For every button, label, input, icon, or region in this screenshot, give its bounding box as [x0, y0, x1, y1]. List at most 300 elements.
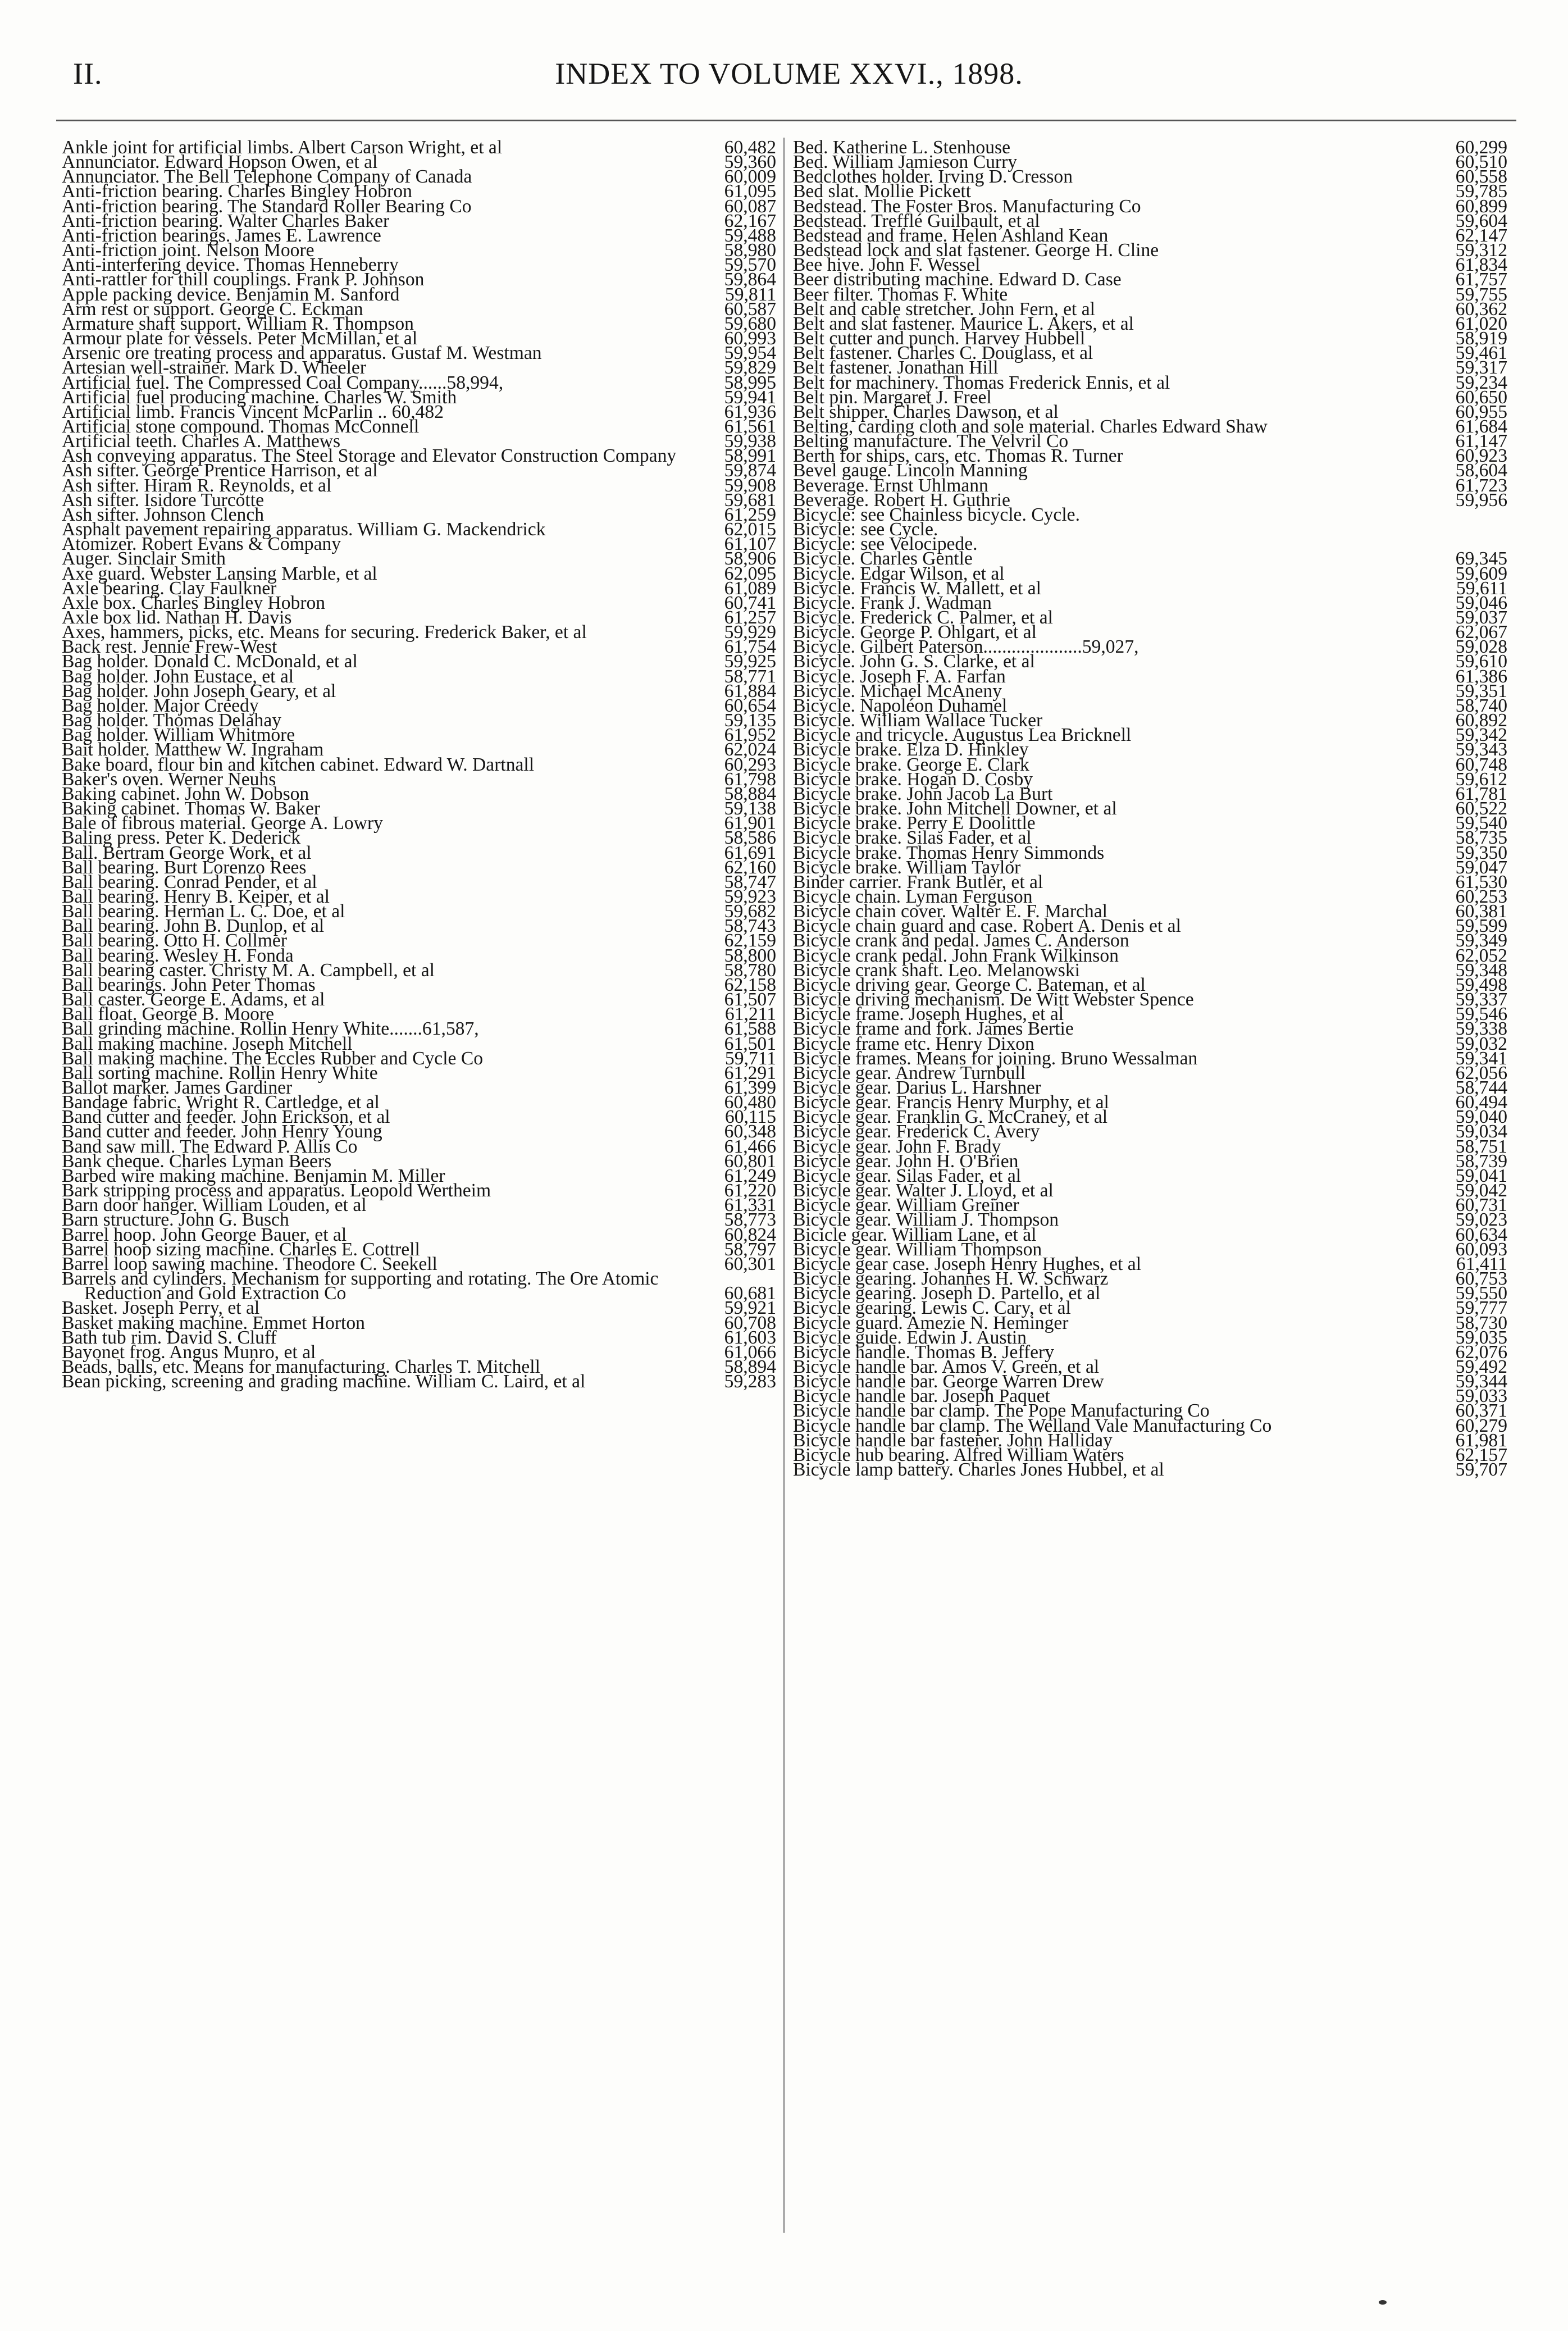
entry-text: Bag holder. William Whitmore — [62, 725, 295, 746]
entry-text: Belt fastener. Jonathan Hill — [793, 357, 999, 379]
patent-number: 58,747 — [724, 871, 776, 893]
entry-text: Bicycle. George P. Ohlgart, et al — [793, 622, 1037, 643]
entry-text: Arsenic ore treating process and apparatus. Gustaf M. Westman — [62, 343, 542, 364]
patent-number: 61,466 — [724, 1136, 776, 1157]
entry-text: Bicycle brake. Silas Fader, et al — [793, 827, 1032, 849]
entry-text: Axes, hammers, picks, etc. Means for securing. Frederick Baker, et al — [62, 622, 587, 643]
patent-number: 62,167 — [724, 210, 776, 231]
patent-number: 61,723 — [1455, 475, 1507, 496]
entry-text: Belt shipper. Charles Dawson, et al — [793, 401, 1059, 422]
patent-number: 59,829 — [724, 357, 776, 379]
entry-text: Artesian well-strainer. Mark D. Wheeler — [62, 357, 367, 379]
entry-text: Bicycle. Frederick C. Palmer, et al — [793, 607, 1053, 628]
patent-number: 60,993 — [724, 328, 776, 349]
patent-number: 59,349 — [1455, 930, 1507, 951]
entry-text: Anti-friction joint. Nelson Moore — [62, 240, 314, 261]
entry-text: Bag holder. Donald C. McDonald, et al — [62, 651, 358, 672]
patent-number: 62,158 — [724, 974, 776, 995]
entry-text: Bed. William Jamieson Curry — [793, 152, 1018, 173]
entry-text: Bedstead and frame. Helen Ashland Kean — [793, 225, 1109, 246]
patent-number: 61,781 — [1455, 783, 1507, 804]
patent-number: 60,299 — [1455, 137, 1507, 158]
patent-number: 59,925 — [724, 651, 776, 672]
entry-text: Anti-friction bearing. Walter Charles Baker — [62, 210, 390, 231]
patent-number: 61,089 — [724, 577, 776, 599]
patent-number: 62,015 — [724, 519, 776, 540]
entry-text: Ball bearing. Henry B. Keiper, et al — [62, 886, 330, 907]
entry-text: Ball bearing. Herman L. C. Doe, et al — [62, 901, 345, 922]
patent-number: 59,343 — [1455, 739, 1507, 761]
patent-number: 59,037 — [1455, 607, 1507, 628]
patent-number: 59,032 — [1455, 1033, 1507, 1054]
patent-number: 58,797 — [724, 1239, 776, 1260]
entry-text: Ash sifter. Johnson Clench — [62, 504, 265, 525]
patent-number: 58,991 — [724, 445, 776, 467]
entry-text: Ball bearing. John B. Dunlop, et al — [62, 916, 325, 937]
entry-text: Bicycle frame and fork. James Bertie — [793, 1018, 1074, 1040]
entry-text: Anti-friction bearing. The Standard Roller Bearing Co — [62, 195, 472, 217]
patent-number: 58,995 — [724, 372, 776, 393]
entry-text: Bicycle and tricycle. Augustus Lea Bricknell — [793, 725, 1132, 746]
entry-text: Bicycle gear. Silas Fader, et al — [793, 1165, 1022, 1186]
entry-text: Back rest. Jennie Frew-West — [62, 636, 277, 658]
patent-number: 59,777 — [1455, 1297, 1507, 1319]
patent-number: 59,874 — [724, 460, 776, 481]
patent-number: 60,293 — [724, 754, 776, 775]
patent-number: 62,147 — [1455, 225, 1507, 246]
patent-number: 62,024 — [724, 739, 776, 761]
patent-number: 59,908 — [724, 475, 776, 496]
entry-text: Bicycle handle bar. George Warren Drew — [793, 1371, 1104, 1392]
entry-text: Bicycle gear. William Thompson — [793, 1239, 1042, 1260]
patent-number: 61,291 — [724, 1062, 776, 1083]
entry-text: Bicycle: see Velocipede. — [793, 534, 978, 555]
patent-number: 61,834 — [1455, 254, 1507, 276]
entry-text: Band cutter and feeder. John Erickson, et al — [62, 1107, 390, 1128]
entry-text: Bicycle gear. Frederick C. Avery — [793, 1121, 1040, 1142]
patent-number: 61,066 — [724, 1341, 776, 1363]
patent-number: 59,046 — [1455, 592, 1507, 613]
patent-number: 61,757 — [1455, 269, 1507, 290]
patent-number: 59,755 — [1455, 284, 1507, 305]
patent-number: 60,279 — [1455, 1415, 1507, 1436]
patent-number: 59,604 — [1455, 210, 1507, 231]
patent-number: 60,801 — [724, 1150, 776, 1172]
entry-text: Bed. Katherine L. Stenhouse — [793, 137, 1010, 158]
entry-text: Bicycle brake. William Taylor — [793, 857, 1021, 878]
patent-number: 61,501 — [724, 1033, 776, 1054]
entry-text: Bicycle. Charles Gentle — [793, 548, 973, 570]
entry-text: Bicycle chain guard and case. Robert A. Denis et al — [793, 916, 1181, 937]
patent-number: 59,929 — [724, 622, 776, 643]
entry-text: Bicycle brake. Hogan D. Cosby — [793, 768, 1033, 790]
entry-text: Bean picking, screening and grading machine. William C. Laird, et al — [62, 1371, 586, 1392]
entry-text: Belt and slat fastener. Maurice L. Akers, et al — [793, 313, 1134, 334]
entry-text: Bicycle gear. Franklin G. McCraney, et al — [793, 1107, 1108, 1128]
entry-text: Barrel hoop. John George Bauer, et al — [62, 1224, 347, 1245]
entry-text: Anti-friction bearing. Charles Bingley Hobron — [62, 181, 412, 202]
index-entry — [793, 1459, 1507, 1481]
entry-text: Bicycle gear. Andrew Turnbull — [793, 1062, 1026, 1083]
patent-number: 59,047 — [1455, 857, 1507, 878]
patent-number: 60,348 — [724, 1121, 776, 1142]
patent-number: 58,751 — [1455, 1136, 1507, 1157]
entry-text: Bicycle hub bearing. Alfred William Waters — [793, 1444, 1124, 1465]
patent-number: 61,936 — [724, 401, 776, 422]
entry-text: Bandage fabric. Wright R. Cartledge, et al — [62, 1092, 380, 1113]
patent-number: 61,411 — [1456, 1253, 1507, 1274]
patent-number: 58,744 — [1455, 1077, 1507, 1098]
entry-text: Ball grinding machine. Rollin Henry White.......61,587, — [62, 1018, 479, 1040]
patent-number: 58,800 — [724, 945, 776, 966]
patent-number: 59,350 — [1455, 842, 1507, 863]
entry-text: Bale of fibrous material. George A. Lowry — [62, 813, 383, 834]
entry-text: Ball making machine. Joseph Mitchell — [62, 1033, 353, 1054]
patent-number: 59,941 — [724, 386, 776, 408]
entry-text: Bicycle gear. John H. O'Brien — [793, 1150, 1019, 1172]
entry-text: Armature shaft support. William R. Thompson — [62, 313, 414, 334]
patent-number: 58,586 — [724, 827, 776, 849]
entry-text: Beer filter. Thomas F. White — [793, 284, 1008, 305]
patent-number: 59,312 — [1455, 240, 1507, 261]
entry-text: Beads, balls, etc. Means for manufacturing. Charles T. Mitchell — [62, 1356, 540, 1377]
entry-text: Basket. Joseph Perry, et al — [62, 1297, 260, 1319]
patent-number: 61,981 — [1455, 1429, 1507, 1451]
entry-text: Apple packing device. Benjamin M. Sanford — [62, 284, 400, 305]
entry-text: Bicycle: see Chainless bicycle. Cycle. — [793, 504, 1080, 525]
patent-number: 69,345 — [1455, 548, 1507, 570]
patent-number: 61,754 — [724, 636, 776, 658]
column-divider — [783, 138, 785, 2233]
patent-number: 62,095 — [724, 563, 776, 584]
entry-text: Ball bearing. Burt Lorenzo Rees — [62, 857, 307, 878]
entry-text: Beverage. Ernst Uhlmann — [793, 475, 988, 496]
patent-number: 60,650 — [1455, 386, 1507, 408]
patent-number: 60,923 — [1455, 445, 1507, 467]
patent-number: 60,899 — [1455, 195, 1507, 217]
entry-text: Bicycle brake. John Mitchell Downer, et al — [793, 798, 1117, 820]
patent-number: 59,341 — [1455, 1048, 1507, 1069]
patent-number: 61,884 — [724, 680, 776, 702]
entry-text: Berth for ships, cars, etc. Thomas R. Turner — [793, 445, 1123, 467]
patent-number: 59,028 — [1455, 636, 1507, 658]
patent-number: 60,681 — [724, 1283, 776, 1304]
left-column — [62, 137, 776, 1392]
patent-number: 61,095 — [724, 181, 776, 202]
entry-text: Axle bearing. Clay Faulkner — [62, 577, 277, 599]
patent-number: 61,603 — [724, 1327, 776, 1348]
entry-text: Bath tub rim. David S. Cluff — [62, 1327, 277, 1348]
entry-text: Anti-interfering device. Thomas Henneberry — [62, 254, 399, 276]
entry-text: Baker's oven. Werner Neuhs — [62, 768, 276, 790]
entry-text: Bank cheque. Charles Lyman Beers — [62, 1150, 332, 1172]
patent-number: 59,864 — [724, 269, 776, 290]
entry-text: Bicycle. Joseph F. A. Farfan — [793, 666, 1006, 687]
ink-mark — [1379, 2300, 1387, 2305]
patent-number: 60,748 — [1455, 754, 1507, 775]
entry-text: Belt pin. Margaret J. Freel — [793, 386, 992, 408]
patent-number: 59,337 — [1455, 989, 1507, 1010]
patent-number: 58,735 — [1455, 827, 1507, 849]
entry-text: Bicycle gear case. Joseph Henry Hughes, et al — [793, 1253, 1142, 1274]
patent-number: 59,488 — [724, 225, 776, 246]
entry-text: Baking cabinet. Thomas W. Baker — [62, 798, 321, 820]
header-rule — [56, 120, 1516, 121]
patent-number: 59,611 — [1456, 577, 1507, 599]
entry-text: Bicycle handle. Thomas B. Jeffery — [793, 1341, 1054, 1363]
patent-number: 60,731 — [1455, 1195, 1507, 1216]
entry-text: Barn structure. John G. Busch — [62, 1209, 289, 1231]
page-title: INDEX TO VOLUME XXVI., 1898. — [555, 57, 1023, 90]
entry-text: Barbed wire making machine. Benjamin M. Miller — [62, 1165, 445, 1186]
entry-text: Baling press. Peter K. Dederick — [62, 827, 301, 849]
entry-text: Ballot marker. James Gardiner — [62, 1077, 293, 1098]
patent-number: 60,634 — [1455, 1224, 1507, 1245]
entry-text: Bicycle gear. William J. Thompson — [793, 1209, 1059, 1231]
entry-text: Bicycle guide. Edwin J. Austin — [793, 1327, 1027, 1348]
entry-text: Bicycle. Francis W. Mallett, et al — [793, 577, 1042, 599]
patent-number: 60,892 — [1455, 710, 1507, 731]
entry-text: Bicycle frame etc. Henry Dixon — [793, 1033, 1034, 1054]
entry-text: Axle box lid. Nathan H. Davis — [62, 607, 292, 628]
entry-text: Bicycle gearing. Lewis C. Cary, et al — [793, 1297, 1071, 1319]
patent-number: 59,550 — [1455, 1283, 1507, 1304]
entry-text: Bedclothes holder. Irving D. Cresson — [793, 166, 1073, 188]
entry-text: Belting, carding cloth and sole material. Charles Edward Shaw — [793, 416, 1268, 437]
patent-number: 60,009 — [724, 166, 776, 188]
entry-text: Annunciator. Edward Hopson Owen, et al — [62, 152, 378, 173]
entry-text: Bicycle brake. Thomas Henry Simmonds — [793, 842, 1105, 863]
entry-text: Baking cabinet. John W. Dobson — [62, 783, 309, 804]
patent-number: 59,785 — [1455, 181, 1507, 202]
patent-number: 60,371 — [1455, 1400, 1507, 1422]
patent-number: 58,604 — [1455, 460, 1507, 481]
entry-text: Ball bearings. John Peter Thomas — [62, 974, 316, 995]
patent-number: 60,955 — [1455, 401, 1507, 422]
patent-number: 59,041 — [1455, 1165, 1507, 1186]
patent-number: 60,480 — [724, 1092, 776, 1113]
patent-number: 59,360 — [724, 152, 776, 173]
patent-number: 59,042 — [1455, 1180, 1507, 1201]
patent-number: 61,588 — [724, 1018, 776, 1040]
patent-number: 60,381 — [1455, 901, 1507, 922]
patent-number: 61,257 — [724, 607, 776, 628]
patent-number: 60,362 — [1455, 298, 1507, 320]
entry-text: Bicycle handle bar clamp. The Welland Vale Manufacturing Co — [793, 1415, 1272, 1436]
entry-text: Atomizer. Robert Evans & Company — [62, 534, 341, 555]
patent-number: 59,023 — [1455, 1209, 1507, 1231]
patent-number: 59,956 — [1455, 489, 1507, 511]
patent-number: 61,220 — [724, 1180, 776, 1201]
entry-text: Ball sorting machine. Rollin Henry White — [62, 1062, 378, 1083]
patent-number: 58,740 — [1455, 695, 1507, 716]
entry-text: Bedstead lock and slat fastener. George H. Cline — [793, 240, 1159, 261]
entry-text: Ash sifter. Hiram R. Reynolds, et al — [62, 475, 332, 496]
patent-number: 61,399 — [724, 1077, 776, 1098]
patent-number: 59,921 — [724, 1297, 776, 1319]
patent-number: 59,034 — [1455, 1121, 1507, 1142]
entry-text: Bicycle frames. Means for joining. Bruno Wessalman — [793, 1048, 1198, 1069]
entry-text: Arm rest or support. George C. Eckman — [62, 298, 363, 320]
entry-text: Bicycle chain. Lyman Ferguson — [793, 886, 1033, 907]
entry-text: Ash conveying apparatus. The Steel Storage and Elevator Construction Company — [62, 445, 677, 467]
patent-number: 59,035 — [1455, 1327, 1507, 1348]
entry-text: Ball bearing. Otto H. Collmer — [62, 930, 288, 951]
patent-number: 59,938 — [724, 431, 776, 452]
patent-number: 60,753 — [1455, 1268, 1507, 1290]
patent-number: 58,780 — [724, 959, 776, 981]
entry-text: Bag holder. Thomas Delahay — [62, 710, 282, 731]
entry-text: Bicycle brake. John Jacob La Burt — [793, 783, 1053, 804]
entry-text: Bayonet frog. Angus Munro, et al — [62, 1341, 316, 1363]
entry-text: Bake board, flour bin and kitchen cabinet. Edward W. Dartnall — [62, 754, 535, 775]
patent-number: 59,570 — [724, 254, 776, 276]
patent-number: 60,654 — [724, 695, 776, 716]
patent-number: 61,020 — [1455, 313, 1507, 334]
index-entry — [62, 1268, 776, 1304]
entry-text: Bicycle handle bar. Amos V. Green, et al — [793, 1356, 1100, 1377]
patent-number: 60,301 — [724, 1253, 776, 1274]
patent-number: 62,076 — [1455, 1341, 1507, 1363]
entry-text: Ash sifter. George Prentice Harrison, et al — [62, 460, 378, 481]
entry-text: Axe guard. Webster Lansing Marble, et al — [62, 563, 377, 584]
entry-text: Artificial fuel producing machine. Charles W. Smith — [62, 386, 457, 408]
entry-text: Barrel hoop sizing machine. Charles E. Cottrell — [62, 1239, 420, 1260]
patent-number: 59,707 — [1455, 1459, 1507, 1481]
patent-number: 58,884 — [724, 783, 776, 804]
entry-text: Bicycle gearing. Johannes H. W. Schwarz — [793, 1268, 1109, 1290]
entry-text: Artificial stone compound. Thomas McConnell — [62, 416, 420, 437]
entry-text: Bicycle. Frank J. Wadman — [793, 592, 992, 613]
patent-number: 59,338 — [1455, 1018, 1507, 1040]
entry-text: Bicycle gear. William Greiner — [793, 1195, 1019, 1216]
entry-text: Artificial fuel. The Compressed Coal Company......58,994, — [62, 372, 504, 393]
patent-number: 58,773 — [724, 1209, 776, 1231]
entry-text: Bicycle driving gear. George C. Bateman, et al — [793, 974, 1146, 995]
entry-text: Ball making machine. The Eccles Rubber and Cycle Co — [62, 1048, 484, 1069]
entry-text: Ankle joint for artificial limbs. Albert Carson Wright, et al — [62, 137, 503, 158]
entry-text: Bicycle. Michael McAneny — [793, 680, 1002, 702]
entry-text: Belt for machinery. Thomas Frederick Ennis, et al — [793, 372, 1170, 393]
patent-number: 59,610 — [1455, 651, 1507, 672]
entry-text: Bicycle brake. George E. Clark — [793, 754, 1029, 775]
entry-text: Bicycle crank and pedal. James C. Anderson — [793, 930, 1129, 951]
patent-number: 61,249 — [724, 1165, 776, 1186]
patent-number: 58,980 — [724, 240, 776, 261]
patent-number: 60,708 — [724, 1312, 776, 1333]
patent-number: 59,461 — [1455, 343, 1507, 364]
entry-text: Bicycle lamp battery. Charles Jones Hubbel, et al — [793, 1459, 1164, 1481]
entry-text: Bicycle crank pedal. John Frank Wilkinson — [793, 945, 1119, 966]
patent-number: 59,682 — [724, 901, 776, 922]
patent-number: 61,147 — [1455, 431, 1507, 452]
patent-number: 60,115 — [724, 1107, 776, 1128]
patent-number: 58,771 — [724, 666, 776, 687]
entry-text: Bicycle. John G. S. Clarke, et al — [793, 651, 1035, 672]
entry-text: Bevel gauge. Lincoln Manning — [793, 460, 1028, 481]
entry-text: Bicycle gearing. Joseph D. Partello, et al — [793, 1283, 1101, 1304]
patent-number: 59,342 — [1455, 725, 1507, 746]
entry-text: Bark stripping process and apparatus. Leopold Wertheim — [62, 1180, 491, 1201]
patent-number: 59,317 — [1455, 357, 1507, 379]
patent-number: 58,730 — [1455, 1312, 1507, 1333]
entry-text: Belt cutter and punch. Harvey Hubbell — [793, 328, 1086, 349]
entry-text: Bicycle. Gilbert Paterson.....................59,027, — [793, 636, 1139, 658]
patent-number: 62,160 — [724, 857, 776, 878]
patent-number: 59,033 — [1455, 1386, 1507, 1407]
patent-number: 60,558 — [1455, 166, 1507, 188]
entry-text: Bicycle. William Wallace Tucker — [793, 710, 1043, 731]
patent-number: 59,540 — [1455, 813, 1507, 834]
patent-number: 59,344 — [1455, 1371, 1507, 1392]
entry-text: Basket making machine. Emmet Horton — [62, 1312, 365, 1333]
entry-text: Ash sifter. Isidore Turcotte — [62, 489, 265, 511]
patent-number: 60,510 — [1455, 152, 1507, 173]
entry-text: Band cutter and feeder. John Henry Young — [62, 1121, 382, 1142]
entry-text: Barn door hanger. William Louden, et al — [62, 1195, 367, 1216]
entry-text: Bicycle gear. Darius L. Harshner — [793, 1077, 1041, 1098]
patent-number: 60,494 — [1455, 1092, 1507, 1113]
patent-number: 61,331 — [724, 1195, 776, 1216]
entry-text: Bicycle gear. Francis Henry Murphy, et al — [793, 1092, 1109, 1113]
patent-number: 62,056 — [1455, 1062, 1507, 1083]
patent-number: 59,923 — [724, 886, 776, 907]
patent-number: 58,739 — [1455, 1150, 1507, 1172]
entry-text: Bicycle handle bar fastener. John Halliday — [793, 1429, 1113, 1451]
entry-text: Bicycle chain cover. Walter E. F. Marchal — [793, 901, 1107, 922]
entry-text: Bicycle. Edgar Wilson, et al — [793, 563, 1005, 584]
patent-number: 60,087 — [724, 195, 776, 217]
page-number: II. — [73, 57, 103, 90]
entry-text: Bag holder. John Eustace, et al — [62, 666, 294, 687]
patent-number: 60,824 — [724, 1224, 776, 1245]
entry-text: Belt and cable stretcher. John Fern, et al — [793, 298, 1096, 320]
entry-text: Anti-rattler for thill couplings. Frank P. Johnson — [62, 269, 425, 290]
entry-text: Bicycle guard. Amezie N. Heminger — [793, 1312, 1069, 1333]
patent-number: 62,159 — [724, 930, 776, 951]
patent-number: 61,530 — [1455, 871, 1507, 893]
patent-number: 61,901 — [724, 813, 776, 834]
patent-number: 61,259 — [724, 504, 776, 525]
patent-number: 60,587 — [724, 298, 776, 320]
entry-text: Bedstead. The Foster Bros. Manufacturing Co — [793, 195, 1141, 217]
entry-text: Bicycle brake. Elza D. Hinkley — [793, 739, 1029, 761]
index-entry — [62, 1371, 776, 1392]
entry-text: Ball bearing caster. Christy M. A. Campbell, et al — [62, 959, 435, 981]
patent-number: 59,138 — [724, 798, 776, 820]
patent-number: 60,482 — [724, 137, 776, 158]
patent-number: 59,040 — [1455, 1107, 1507, 1128]
patent-number: 58,894 — [724, 1356, 776, 1377]
entry-text: Ball. Bertram George Work, et al — [62, 842, 312, 863]
right-column — [793, 137, 1507, 1481]
entry-text: Bed slat. Mollie Pickett — [793, 181, 972, 202]
patent-number: 59,680 — [724, 313, 776, 334]
entry-text: Ball bearing. Wesley H. Fonda — [62, 945, 294, 966]
entry-text: Asphalt pavement repairing apparatus. William G. Mackendrick — [62, 519, 546, 540]
patent-number: 61,211 — [724, 1004, 776, 1025]
entry-text: Belt fastener. Charles C. Douglass, et al — [793, 343, 1093, 364]
entry-text: Anti-friction bearings. James E. Lawrence — [62, 225, 381, 246]
entry-text: Barrel loop sawing machine. Theodore C. Seekell — [62, 1253, 437, 1274]
patent-number: 59,498 — [1455, 974, 1507, 995]
patent-number: 60,741 — [724, 592, 776, 613]
patent-number: 61,952 — [724, 725, 776, 746]
patent-number: 59,546 — [1455, 1004, 1507, 1025]
patent-number: 59,234 — [1455, 372, 1507, 393]
patent-number: 62,157 — [1455, 1444, 1507, 1465]
patent-number: 61,684 — [1455, 416, 1507, 437]
